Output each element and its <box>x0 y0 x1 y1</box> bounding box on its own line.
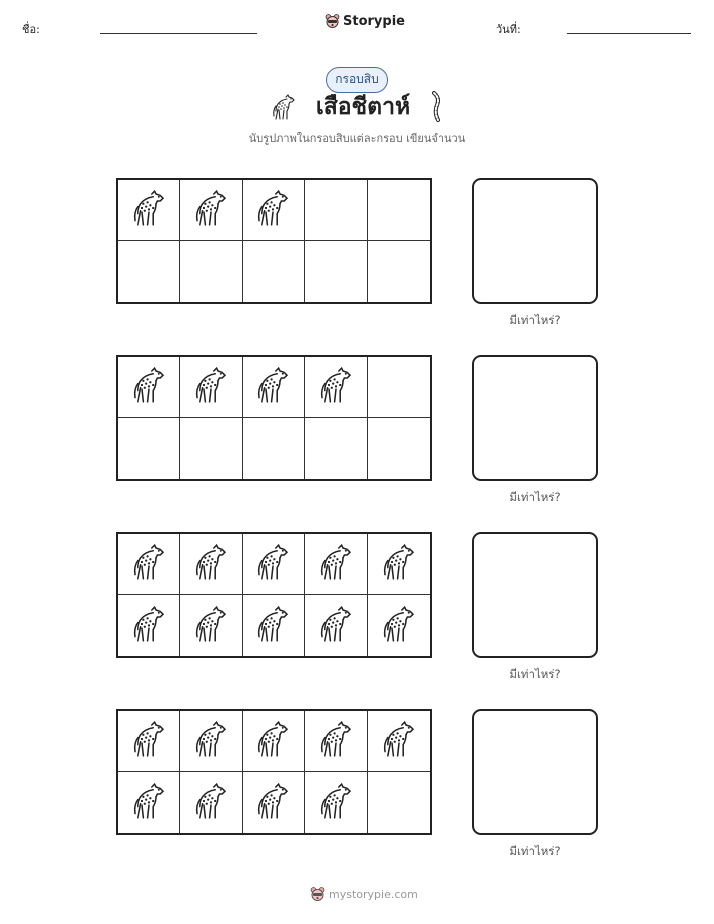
frame-cell <box>118 534 180 595</box>
frame-cell <box>305 241 367 302</box>
cheetah-icon <box>129 603 169 649</box>
frame-cell <box>180 772 242 833</box>
frame-cell <box>305 534 367 595</box>
frame-cell <box>243 418 305 479</box>
frame-cell <box>243 241 305 302</box>
topic-tag: กรอบสิบ <box>326 67 388 93</box>
ten-frame <box>116 355 432 481</box>
name-line[interactable] <box>100 33 257 34</box>
frame-cell <box>243 711 305 772</box>
how-many-question: มีเท่าไหร่? <box>509 667 561 681</box>
frame-cell <box>368 595 430 656</box>
cheetah-icon <box>191 718 231 764</box>
date-label: วันที่: <box>496 23 521 36</box>
cheetah-icon <box>129 541 169 587</box>
cheetah-icon <box>253 603 293 649</box>
frame-cell <box>243 180 305 241</box>
cheetah-icon <box>191 541 231 587</box>
frame-cell <box>368 534 430 595</box>
answer-box[interactable] <box>472 709 598 835</box>
answer-box[interactable] <box>472 532 598 658</box>
how-many-question: มีเท่าไหร่? <box>509 490 561 504</box>
frame-cell <box>118 595 180 656</box>
footer-site[interactable]: mystorypie.com <box>329 888 418 901</box>
frame-cell <box>180 595 242 656</box>
frame-cell <box>243 772 305 833</box>
cheetah-icon <box>316 603 356 649</box>
frame-cell <box>118 241 180 302</box>
ten-frame <box>116 532 432 658</box>
frame-cell <box>305 595 367 656</box>
storypie-bear-icon <box>310 886 325 903</box>
cheetah-icon <box>129 187 169 233</box>
cheetah-icon <box>253 780 293 826</box>
frame-cell <box>180 418 242 479</box>
frame-cell <box>368 180 430 241</box>
answer-box[interactable] <box>472 355 598 481</box>
answer-box[interactable] <box>472 178 598 304</box>
footer <box>310 886 418 903</box>
cheetah-icon <box>129 364 169 410</box>
cheetah-icon <box>270 92 298 122</box>
cheetah-icon <box>253 364 293 410</box>
ten-frame <box>116 178 432 304</box>
storypie-bear-icon <box>325 13 340 30</box>
cheetah-icon <box>379 718 419 764</box>
frame-cell <box>180 534 242 595</box>
cheetah-icon <box>316 541 356 587</box>
frame-cell <box>368 357 430 418</box>
brand-logo <box>325 13 405 30</box>
cheetah-tail-icon <box>428 91 444 123</box>
cheetah-icon <box>253 718 293 764</box>
how-many-question: มีเท่าไหร่? <box>509 313 561 327</box>
frame-cell <box>368 772 430 833</box>
worksheet-title: เสือชีตาห์ <box>315 94 411 120</box>
cheetah-icon <box>379 603 419 649</box>
frame-cell <box>118 772 180 833</box>
ten-frame <box>116 709 432 835</box>
frame-cell <box>180 241 242 302</box>
cheetah-icon <box>316 780 356 826</box>
frame-cell <box>118 180 180 241</box>
frame-cell <box>118 418 180 479</box>
cheetah-icon <box>316 718 356 764</box>
cheetah-icon <box>379 541 419 587</box>
frame-cell <box>180 357 242 418</box>
frame-cell <box>305 180 367 241</box>
frame-cell <box>180 711 242 772</box>
frame-cell <box>180 180 242 241</box>
cheetah-icon <box>253 187 293 233</box>
cheetah-icon <box>191 603 231 649</box>
cheetah-icon <box>253 541 293 587</box>
cheetah-icon <box>191 187 231 233</box>
title-row <box>157 90 557 124</box>
frame-cell <box>305 711 367 772</box>
brand-name: Storypie <box>343 14 405 29</box>
frame-cell <box>368 418 430 479</box>
frame-cell <box>243 357 305 418</box>
frame-cell <box>305 772 367 833</box>
frame-cell <box>368 241 430 302</box>
frame-cell <box>118 357 180 418</box>
instructions: นับรูปภาพในกรอบสิบแต่ละกรอบ เขียนจำนวน <box>248 132 466 145</box>
date-line[interactable] <box>567 33 691 34</box>
cheetah-icon <box>191 364 231 410</box>
cheetah-icon <box>191 780 231 826</box>
frame-cell <box>305 357 367 418</box>
frame-cell <box>243 595 305 656</box>
frame-cell <box>243 534 305 595</box>
cheetah-icon <box>316 364 356 410</box>
name-label: ชื่อ: <box>22 23 40 36</box>
frame-cell <box>368 711 430 772</box>
cheetah-icon <box>129 780 169 826</box>
frame-cell <box>118 711 180 772</box>
frame-cell <box>305 418 367 479</box>
cheetah-icon <box>129 718 169 764</box>
how-many-question: มีเท่าไหร่? <box>509 844 561 858</box>
